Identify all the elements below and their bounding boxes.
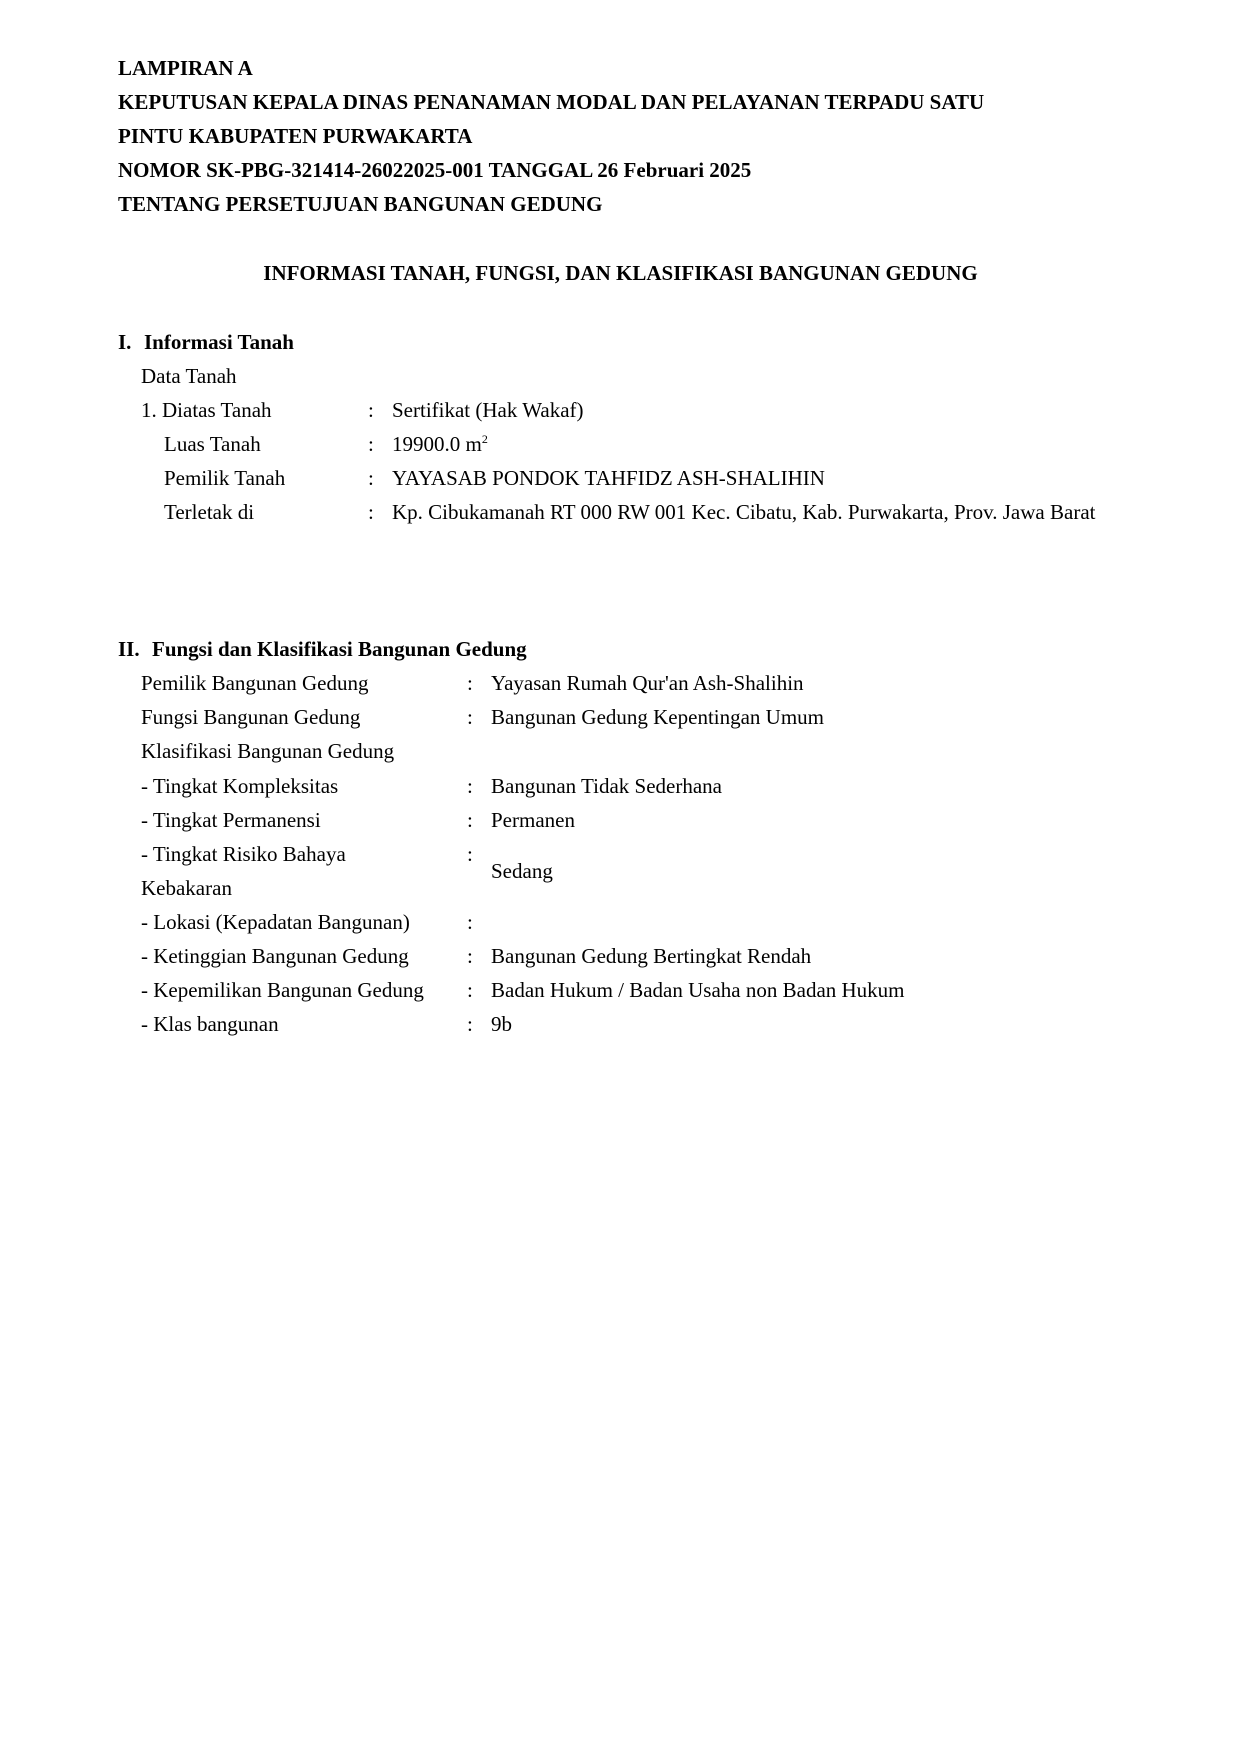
complexity-label: - Tingkat Kompleksitas: [141, 774, 339, 798]
building-owner-label: Pemilik Bangunan Gedung: [141, 671, 369, 695]
land-rights-label: 1. Diatas Tanah: [141, 398, 272, 422]
fire-risk-label: - Tingkat Risiko Bahaya: [141, 842, 346, 866]
building-owner-value: Yayasan Rumah Qur'an Ash-Shalihin: [491, 671, 804, 695]
header-line-keputusan: KEPUTUSAN KEPALA DINAS PENANAMAN MODAL DAN PELAYANAN TERPADU SATU: [118, 90, 985, 114]
building-ownership-value: Badan Hukum / Badan Usaha non Badan Hukum: [491, 978, 905, 1002]
location-density-colon: :: [467, 910, 473, 934]
land-owner-label: Pemilik Tanah: [164, 466, 286, 490]
location-density-label: - Lokasi (Kepadatan Bangunan): [141, 910, 410, 934]
land-area-value: [392, 432, 488, 456]
header-line-kabupaten: PINTU KABUPATEN PURWAKARTA: [118, 124, 473, 148]
building-classification-label: Klasifikasi Bangunan Gedung: [141, 739, 395, 763]
land-rights-colon: :: [368, 398, 374, 422]
building-function-label: Fungsi Bangunan Gedung: [141, 705, 361, 729]
land-area-label: Luas Tanah: [164, 432, 261, 456]
building-class-colon: :: [467, 1012, 473, 1036]
building-class-value: 9b: [491, 1012, 512, 1036]
building-owner-colon: :: [467, 671, 473, 695]
land-area-unit-exponent: 2: [481, 432, 488, 446]
building-ownership-colon: :: [467, 978, 473, 1002]
building-height-value: Bangunan Gedung Bertingkat Rendah: [491, 944, 812, 968]
header-line-tentang: TENTANG PERSETUJUAN BANGUNAN GEDUNG: [118, 192, 603, 216]
land-area-colon: :: [368, 432, 374, 456]
complexity-colon: :: [467, 774, 473, 798]
permanence-value: Permanen: [491, 808, 575, 832]
complexity-value: Bangunan Tidak Sederhana: [491, 774, 722, 798]
fire-risk-label-continued: Kebakaran: [141, 876, 232, 900]
document-title: INFORMASI TANAH, FUNGSI, DAN KLASIFIKASI BANGUNAN GEDUNG: [263, 261, 978, 285]
land-owner-value: YAYASAB PONDOK TAHFIDZ ASH-SHALIHIN: [392, 466, 825, 490]
section-1-number: I.: [118, 330, 132, 354]
fire-risk-value: Sedang: [491, 859, 553, 883]
building-height-colon: :: [467, 944, 473, 968]
section-2-heading: [118, 637, 527, 661]
permanence-colon: :: [467, 808, 473, 832]
section-2-number: II.: [118, 637, 140, 661]
section-2-title: Fungsi dan Klasifikasi Bangunan Gedung: [152, 637, 527, 661]
land-area-number: 19900.0 m: [392, 432, 482, 456]
land-location-value: Kp. Cibukamanah RT 000 RW 001 Kec. Cibatu, Kab. Purwakarta, Prov. Jawa Barat: [392, 500, 1096, 524]
fire-risk-colon: :: [467, 842, 473, 866]
building-height-label: - Ketinggian Bangunan Gedung: [141, 944, 409, 968]
building-class-label: - Klas bangunan: [141, 1012, 279, 1036]
land-location-colon: :: [368, 500, 374, 524]
permanence-label: - Tingkat Permanensi: [141, 808, 321, 832]
section-1-title: Informasi Tanah: [144, 330, 294, 354]
building-ownership-label: - Kepemilikan Bangunan Gedung: [141, 978, 424, 1002]
header-line-lampiran: LAMPIRAN A: [118, 56, 253, 80]
land-owner-colon: :: [368, 466, 374, 490]
section-1-heading: [118, 330, 294, 354]
section-1-subheading: Data Tanah: [141, 364, 237, 388]
header-line-nomor: NOMOR SK-PBG-321414-26022025-001 TANGGAL 26 Februari 2025: [118, 158, 752, 182]
land-rights-value: Sertifikat (Hak Wakaf): [392, 398, 584, 422]
land-location-label: Terletak di: [164, 500, 255, 524]
building-function-colon: :: [467, 705, 473, 729]
building-function-value: Bangunan Gedung Kepentingan Umum: [491, 705, 825, 729]
